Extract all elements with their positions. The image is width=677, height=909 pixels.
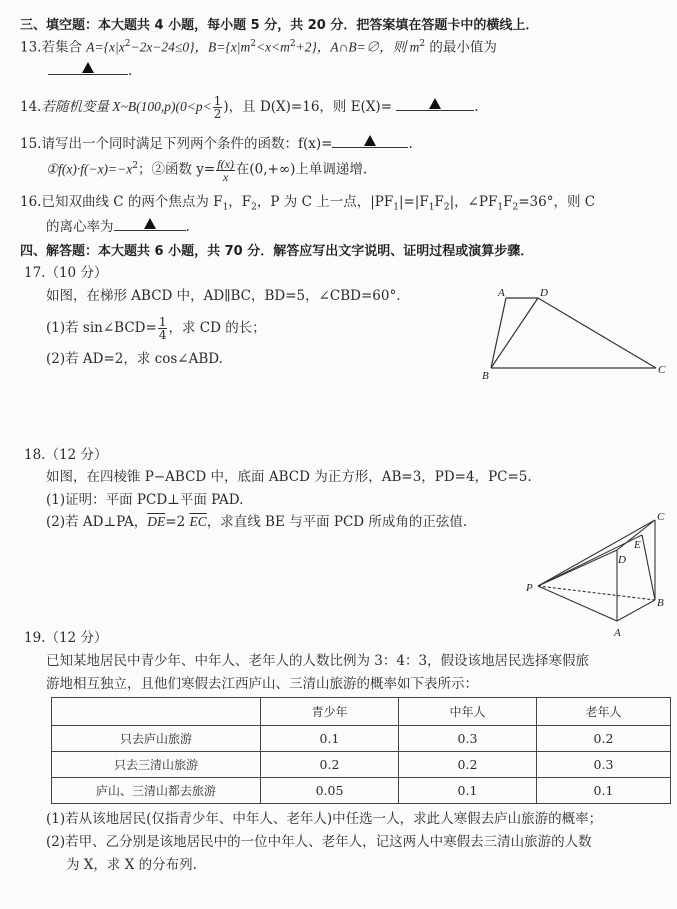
question-number: 15. [20,136,42,152]
fraction [213,95,223,120]
table-header-cell [52,698,261,726]
question-text: ，F [228,194,252,210]
table-header-cell: 青少年 [261,698,399,726]
question-19-stem-2: 游地相互独立，且他们寒假去江西庐山、三清山旅游的概率如下表所示： [46,676,478,692]
table-row [52,778,671,804]
question-18-header: 18.（12 分） [24,447,108,463]
question-19-stem-1: 已知某地居民中青少年、中年人、老年人的人数比例为 3：4：3，假设该地居民选择寒假旅 [46,653,590,669]
question-18-stem: 如图，在四棱锥 P−ABCD 中，底面 ABCD 为正方形，AB=3，PD=4，PC=5. [46,469,532,485]
edge-ab [617,600,655,621]
question-text: =36°，则 C [518,194,596,210]
table-cell: 0.1 [537,778,671,804]
table-row [52,726,671,752]
math-expr: 若随机变量 X~B(100,p)(0<p< [41,99,212,114]
table-cell: 0.1 [399,778,537,804]
answer-line[interactable] [48,60,128,75]
triangle-marker-icon [429,98,441,109]
label-p: P [526,582,533,594]
triangle-marker-icon [144,218,156,229]
table-row-label: 庐山、三清山都去旅游 [52,778,261,804]
math-expr: <x<m [255,39,290,55]
question-text: ，P 为 C 上一点，|PF [256,194,394,210]
question-16-line2 [46,216,190,236]
question-text: (2)若 AD⊥PA， [46,514,148,530]
question-19-header: 19.（12 分） [24,630,108,646]
question-17-part-1 [46,316,266,341]
table-cell: 0.2 [537,726,671,752]
condition-2-text: 在(0,+∞)上单调递增. [235,161,368,178]
subscript: 1 [393,202,399,213]
table-row-label: 只去庐山旅游 [52,726,261,752]
table-header-cell: 老年人 [537,698,671,726]
fraction [158,316,168,341]
condition-2: ；②函数 y= [138,161,216,178]
question-14 [20,95,479,120]
math-expr: −2x−24≤0}，B={x|m [130,39,251,55]
question-number: 16. [20,194,42,210]
subscript: 1 [497,202,504,213]
question-text: 的离心率为 [46,219,114,235]
fraction-denominator: 4 [158,328,167,342]
question-text: |，∠PF [449,194,498,210]
table-row [52,752,671,778]
label-e: E [634,539,641,551]
question-17-stem: 如图，在梯形 ABCD 中，AD∥BC，BD=5，∠CBD=60°. [46,288,401,304]
table-cell: 0.2 [399,752,537,778]
question-text: (1)若 sin∠BCD= [46,320,157,336]
table-cell: 0.3 [537,752,671,778]
subscript: 2 [443,202,450,213]
math-expr: +2}，A∩B=∅，则 m [295,39,420,55]
label-a: A [614,627,621,639]
trapezoid-figure [478,283,668,383]
superscript: 2 [419,39,426,49]
question-text: )，且 D(X)=16，则 E(X)= [223,99,393,115]
probability-table [51,697,671,804]
period: . [474,99,479,115]
label-b: B [482,370,489,382]
table-header-cell: 中年人 [399,698,537,726]
subscript: 1 [428,202,435,213]
subscript: 1 [222,202,229,213]
question-17-part-2: (2)若 AD=2，求 cos∠ABD. [46,351,223,367]
question-text: 若集合 [41,39,87,56]
answer-line[interactable] [114,216,186,231]
fraction-denominator: 2 [213,107,222,121]
superscript: 2 [289,39,296,49]
fraction-numerator: f(x) [217,156,234,171]
edge-pb-hidden [538,586,655,600]
table-cell: 0.2 [261,752,399,778]
table-header-row [52,698,671,726]
superscript: 2 [250,39,256,49]
question-19-part-2-line1: (2)若甲、乙分别是该地居民中的一位中年人、老年人，记这两人中寒假去三清山旅游的人数 [46,834,592,850]
superscript: 2 [132,161,139,171]
table-row-label: 只去三清山旅游 [52,752,261,778]
period: . [128,63,133,79]
answer-line[interactable] [332,133,408,148]
question-18-part-1: (1)证明：平面 PCD⊥平面 PAD. [46,492,244,508]
math-expr: A={x|x [86,39,125,55]
label-a: A [498,287,505,299]
condition-1: ①f(x)·f(−x)=−x [46,161,133,177]
question-text: F [434,194,444,210]
edge-pa [538,586,617,621]
question-number: 13. [20,39,42,56]
question-text: ，求直线 BE 与平面 PCD 所成角的正弦值. [206,514,468,530]
question-15-conditions [46,157,367,183]
table-cell: 0.3 [399,726,537,752]
question-text: 已知双曲线 C 的两个焦点为 F [41,194,223,210]
pyramid-figure [520,508,675,643]
label-c: C [658,364,666,376]
subscript: 2 [251,202,257,213]
table-cell: 0.05 [261,778,399,804]
label-d: D [618,554,626,566]
table-cell: 0.1 [261,726,399,752]
label-d: D [540,287,548,299]
question-text: 的最小值为 [425,39,497,56]
answer-blank-13[interactable] [48,60,132,80]
edge-dc [538,298,656,368]
section-4-heading: 四、解答题：本大题共 6 小题，共 70 分．解答应写出文字说明、证明过程或演算步骤． [20,244,534,259]
label-b: B [657,597,664,609]
question-18-part-2 [46,513,467,531]
question-19-part-1: (1)若从该地居民(仅指青少年、中年人、老年人)中任选一人，求此人寒假去庐山旅游的概率； [46,811,603,827]
vector-de: $\overline{DE}$ [147,514,166,529]
question-15 [20,133,413,153]
question-17-header: 17.（10 分） [24,265,108,281]
triangle-marker-icon [82,62,94,73]
question-text: =2 [165,514,190,530]
fraction-numerator: 1 [158,315,167,329]
period: . [408,136,413,152]
triangle-marker-icon [364,135,376,146]
period: . [185,219,190,235]
question-text: 请写出一个同时满足下列两个条件的函数：f(x)= [41,136,333,152]
subscript: 2 [512,202,519,213]
fraction-denominator: x [222,169,229,184]
superscript: 2 [124,39,131,49]
question-number: 14. [20,99,42,115]
question-text: ，求 CD 的长； [168,320,266,336]
fraction-numerator: 1 [213,94,222,108]
edge-pc [538,520,655,586]
question-19-part-2-line2: 为 X，求 X 的分布列. [66,857,197,873]
section-3-heading: 三、填空题：本大题共 4 小题，每小题 5 分，共 20 分．把答案填在答题卡中的横线上． [20,18,539,33]
answer-line[interactable] [396,96,474,111]
question-text: |=|F [398,194,429,210]
label-c: C [657,511,665,523]
vector-ec: $\overline{EC}$ [189,514,207,529]
question-13 [20,35,497,57]
fraction [216,158,235,183]
question-16 [20,193,595,217]
question-text: F [503,194,513,210]
edge-eb [642,535,655,600]
